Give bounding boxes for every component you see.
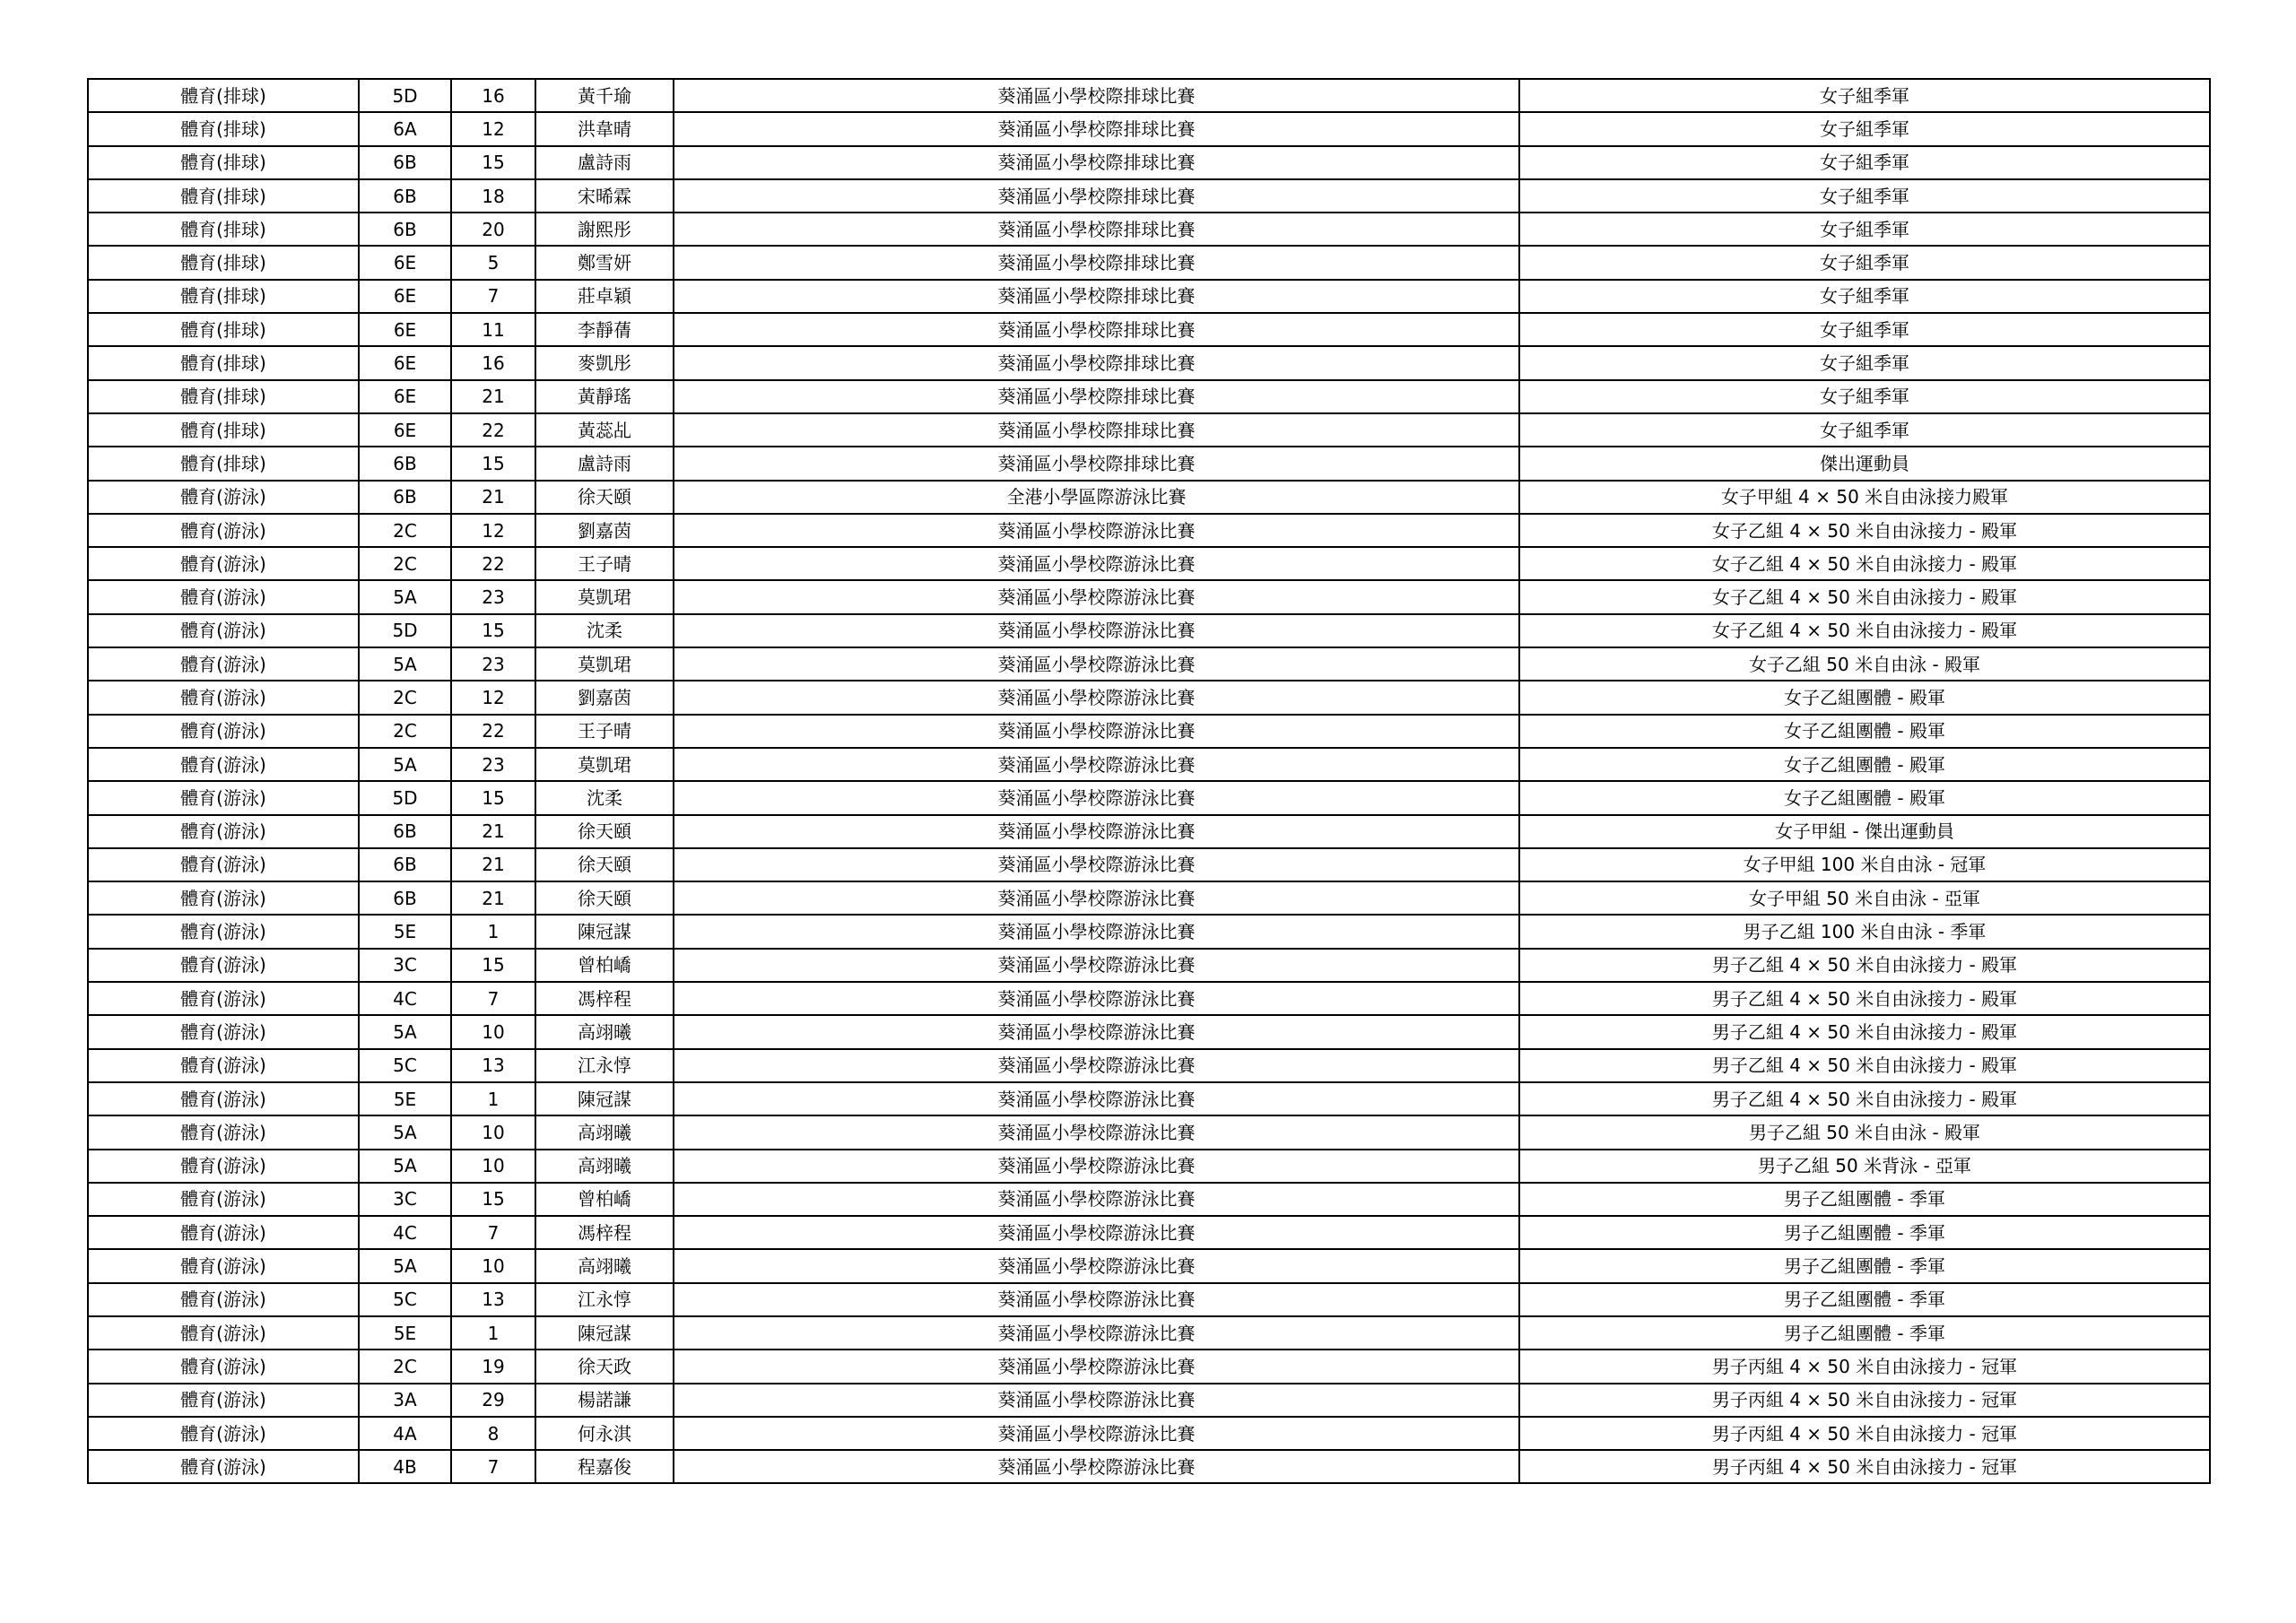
category-cell: 體育(游泳) [88,1350,359,1383]
class-cell: 6E [359,313,451,346]
student-number-cell: 10 [451,1150,535,1183]
student-name-cell: 陳冠謀 [535,1082,674,1115]
class-cell: 5D [359,614,451,647]
class-cell: 5E [359,1082,451,1115]
award-cell: 男子乙組團體 - 季軍 [1519,1283,2210,1316]
class-cell: 6E [359,280,451,313]
class-cell: 6B [359,213,451,246]
student-number-cell: 1 [451,1082,535,1115]
class-cell: 5A [359,647,451,681]
student-number-cell: 21 [451,881,535,915]
student-number-cell: 12 [451,514,535,547]
competition-cell: 葵涌區小學校際游泳比賽 [674,614,1519,647]
category-cell: 體育(排球) [88,79,359,112]
award-cell: 女子組季軍 [1519,179,2210,213]
award-cell: 女子甲組 100 米自由泳 - 冠軍 [1519,848,2210,881]
table-row [88,213,2210,246]
competition-cell: 葵涌區小學校際游泳比賽 [674,547,1519,580]
category-cell: 體育(游泳) [88,915,359,948]
table-row [88,1283,2210,1316]
student-number-cell: 10 [451,1015,535,1048]
student-number-cell: 22 [451,413,535,447]
student-number-cell: 20 [451,213,535,246]
class-cell: 6B [359,146,451,179]
student-name-cell: 黃千瑜 [535,79,674,112]
class-cell: 5C [359,1283,451,1316]
competition-cell: 葵涌區小學校際游泳比賽 [674,1015,1519,1048]
student-name-cell: 鄭雪妍 [535,246,674,279]
table-row [88,614,2210,647]
competition-cell: 葵涌區小學校際排球比賽 [674,246,1519,279]
award-cell: 女子甲組 - 傑出運動員 [1519,815,2210,848]
award-cell: 男子乙組 4 × 50 米自由泳接力 - 殿軍 [1519,982,2210,1015]
award-cell: 女子組季軍 [1519,346,2210,379]
table-row [88,1015,2210,1048]
award-cell: 男子丙組 4 × 50 米自由泳接力 - 冠軍 [1519,1350,2210,1383]
category-cell: 體育(游泳) [88,1150,359,1183]
student-number-cell: 15 [451,1183,535,1216]
student-number-cell: 22 [451,547,535,580]
table-row [88,781,2210,814]
competition-cell: 葵涌區小學校際游泳比賽 [674,1082,1519,1115]
award-cell: 女子組季軍 [1519,213,2210,246]
class-cell: 6B [359,481,451,514]
award-cell: 男子乙組 50 米自由泳 - 殿軍 [1519,1115,2210,1149]
student-name-cell: 王子晴 [535,547,674,580]
award-cell: 女子乙組團體 - 殿軍 [1519,715,2210,748]
student-number-cell: 7 [451,280,535,313]
award-cell: 男子乙組團體 - 季軍 [1519,1316,2210,1350]
competition-cell: 葵涌區小學校際游泳比賽 [674,1384,1519,1417]
category-cell: 體育(排球) [88,380,359,413]
class-cell: 4C [359,1216,451,1249]
class-cell: 2C [359,1350,451,1383]
award-cell: 女子組季軍 [1519,246,2210,279]
category-cell: 體育(排球) [88,313,359,346]
competition-cell: 葵涌區小學校際游泳比賽 [674,982,1519,1015]
competition-cell: 葵涌區小學校際游泳比賽 [674,848,1519,881]
class-cell: 6A [359,112,451,145]
student-number-cell: 7 [451,1216,535,1249]
table-row [88,313,2210,346]
competition-cell: 葵涌區小學校際游泳比賽 [674,514,1519,547]
student-name-cell: 盧詩雨 [535,447,674,480]
award-cell: 女子組季軍 [1519,280,2210,313]
category-cell: 體育(游泳) [88,949,359,982]
student-name-cell: 王子晴 [535,715,674,748]
student-name-cell: 莫凱珺 [535,647,674,681]
class-cell: 2C [359,514,451,547]
student-name-cell: 徐天頤 [535,815,674,848]
competition-cell: 葵涌區小學校際排球比賽 [674,79,1519,112]
student-number-cell: 29 [451,1384,535,1417]
class-cell: 5A [359,1015,451,1048]
table-row [88,79,2210,112]
award-cell: 女子乙組 4 × 50 米自由泳接力 - 殿軍 [1519,614,2210,647]
table-row [88,715,2210,748]
award-cell: 女子乙組團體 - 殿軍 [1519,681,2210,714]
competition-cell: 葵涌區小學校際排球比賽 [674,413,1519,447]
competition-cell: 葵涌區小學校際游泳比賽 [674,1450,1519,1483]
class-cell: 6B [359,848,451,881]
class-cell: 5D [359,79,451,112]
category-cell: 體育(游泳) [88,481,359,514]
student-number-cell: 12 [451,112,535,145]
award-cell: 男子乙組團體 - 季軍 [1519,1216,2210,1249]
student-name-cell: 謝熙彤 [535,213,674,246]
table-row [88,848,2210,881]
table-row [88,1115,2210,1149]
student-name-cell: 黃蕊乩 [535,413,674,447]
student-number-cell: 22 [451,715,535,748]
competition-cell: 葵涌區小學校際游泳比賽 [674,1417,1519,1450]
competition-cell: 葵涌區小學校際排球比賽 [674,213,1519,246]
category-cell: 體育(游泳) [88,748,359,781]
award-cell: 傑出運動員 [1519,447,2210,480]
student-number-cell: 16 [451,79,535,112]
table-row [88,1316,2210,1350]
class-cell: 5D [359,781,451,814]
student-number-cell: 15 [451,146,535,179]
class-cell: 6B [359,447,451,480]
class-cell: 4A [359,1417,451,1450]
table-row [88,179,2210,213]
category-cell: 體育(游泳) [88,781,359,814]
student-number-cell: 21 [451,481,535,514]
student-name-cell: 徐天頤 [535,481,674,514]
student-number-cell: 21 [451,380,535,413]
competition-cell: 葵涌區小學校際游泳比賽 [674,647,1519,681]
competition-cell: 葵涌區小學校際排球比賽 [674,380,1519,413]
award-cell: 男子乙組 4 × 50 米自由泳接力 - 殿軍 [1519,1015,2210,1048]
student-number-cell: 11 [451,313,535,346]
student-number-cell: 18 [451,179,535,213]
table-row [88,280,2210,313]
table-row [88,1417,2210,1450]
award-cell: 男子乙組 4 × 50 米自由泳接力 - 殿軍 [1519,1049,2210,1082]
category-cell: 體育(排球) [88,213,359,246]
award-cell: 男子乙組團體 - 季軍 [1519,1183,2210,1216]
student-name-cell: 莊卓穎 [535,280,674,313]
category-cell: 體育(游泳) [88,1450,359,1483]
award-cell: 男子乙組 4 × 50 米自由泳接力 - 殿軍 [1519,949,2210,982]
competition-cell: 葵涌區小學校際游泳比賽 [674,1249,1519,1282]
student-name-cell: 徐天頤 [535,848,674,881]
table-row [88,346,2210,379]
student-name-cell: 沈柔 [535,781,674,814]
table-row [88,413,2210,447]
class-cell: 4C [359,982,451,1015]
category-cell: 體育(游泳) [88,1082,359,1115]
competition-cell: 葵涌區小學校際排球比賽 [674,146,1519,179]
class-cell: 6B [359,881,451,915]
student-number-cell: 16 [451,346,535,379]
class-cell: 3A [359,1384,451,1417]
award-cell: 女子乙組團體 - 殿軍 [1519,748,2210,781]
table-row [88,514,2210,547]
student-name-cell: 高翊曦 [535,1150,674,1183]
award-cell: 女子乙組 50 米自由泳 - 殿軍 [1519,647,2210,681]
category-cell: 體育(排球) [88,280,359,313]
student-name-cell: 何永淇 [535,1417,674,1450]
student-number-cell: 12 [451,681,535,714]
competition-cell: 全港小學區際游泳比賽 [674,481,1519,514]
award-cell: 女子組季軍 [1519,146,2210,179]
category-cell: 體育(排球) [88,413,359,447]
table-row [88,1216,2210,1249]
class-cell: 5E [359,915,451,948]
student-name-cell: 宋晞霖 [535,179,674,213]
student-number-cell: 5 [451,246,535,279]
class-cell: 3C [359,1183,451,1216]
table-row [88,380,2210,413]
student-number-cell: 21 [451,848,535,881]
student-number-cell: 13 [451,1049,535,1082]
award-cell: 女子組季軍 [1519,413,2210,447]
table-row [88,1082,2210,1115]
award-cell: 女子乙組 4 × 50 米自由泳接力 - 殿軍 [1519,514,2210,547]
award-cell: 男子乙組 50 米背泳 - 亞軍 [1519,1150,2210,1183]
competition-cell: 葵涌區小學校際游泳比賽 [674,1150,1519,1183]
category-cell: 體育(游泳) [88,1384,359,1417]
student-name-cell: 馮梓程 [535,1216,674,1249]
student-name-cell: 盧詩雨 [535,146,674,179]
category-cell: 體育(游泳) [88,514,359,547]
table-row [88,447,2210,480]
student-number-cell: 23 [451,748,535,781]
class-cell: 6E [359,346,451,379]
student-number-cell: 1 [451,915,535,948]
table-row [88,1049,2210,1082]
student-name-cell: 曾柏嶠 [535,1183,674,1216]
award-cell: 女子組季軍 [1519,112,2210,145]
category-cell: 體育(排球) [88,112,359,145]
student-name-cell: 莫凱珺 [535,748,674,781]
award-cell: 女子組季軍 [1519,380,2210,413]
table-row [88,881,2210,915]
student-name-cell: 程嘉俊 [535,1450,674,1483]
table-row [88,1350,2210,1383]
class-cell: 5A [359,580,451,613]
competition-cell: 葵涌區小學校際排球比賽 [674,447,1519,480]
category-cell: 體育(游泳) [88,982,359,1015]
student-name-cell: 高翊曦 [535,1015,674,1048]
competition-cell: 葵涌區小學校際游泳比賽 [674,715,1519,748]
award-cell: 女子甲組 50 米自由泳 - 亞軍 [1519,881,2210,915]
competition-cell: 葵涌區小學校際游泳比賽 [674,1115,1519,1149]
class-cell: 5A [359,1249,451,1282]
table-row [88,1183,2210,1216]
award-cell: 男子乙組 4 × 50 米自由泳接力 - 殿軍 [1519,1082,2210,1115]
category-cell: 體育(排球) [88,447,359,480]
competition-cell: 葵涌區小學校際排球比賽 [674,179,1519,213]
awards-table-body [88,79,2210,1483]
category-cell: 體育(游泳) [88,1249,359,1282]
student-number-cell: 15 [451,949,535,982]
competition-cell: 葵涌區小學校際游泳比賽 [674,1183,1519,1216]
category-cell: 體育(游泳) [88,580,359,613]
category-cell: 體育(排球) [88,346,359,379]
student-number-cell: 13 [451,1283,535,1316]
student-name-cell: 馮梓程 [535,982,674,1015]
category-cell: 體育(游泳) [88,1115,359,1149]
award-cell: 女子乙組 4 × 50 米自由泳接力 - 殿軍 [1519,547,2210,580]
competition-cell: 葵涌區小學校際游泳比賽 [674,1216,1519,1249]
student-number-cell: 7 [451,982,535,1015]
award-cell: 男子乙組 100 米自由泳 - 季軍 [1519,915,2210,948]
category-cell: 體育(游泳) [88,815,359,848]
student-name-cell: 洪韋晴 [535,112,674,145]
table-row [88,1249,2210,1282]
class-cell: 5E [359,1316,451,1350]
student-name-cell: 劉嘉茵 [535,681,674,714]
competition-cell: 葵涌區小學校際游泳比賽 [674,915,1519,948]
competition-cell: 葵涌區小學校際游泳比賽 [674,681,1519,714]
competition-cell: 葵涌區小學校際游泳比賽 [674,815,1519,848]
category-cell: 體育(游泳) [88,1283,359,1316]
student-name-cell: 江永惇 [535,1283,674,1316]
student-name-cell: 陳冠謀 [535,1316,674,1350]
student-number-cell: 19 [451,1350,535,1383]
award-cell: 女子乙組 4 × 50 米自由泳接力 - 殿軍 [1519,580,2210,613]
competition-cell: 葵涌區小學校際游泳比賽 [674,781,1519,814]
class-cell: 2C [359,681,451,714]
table-row [88,1384,2210,1417]
competition-cell: 葵涌區小學校際游泳比賽 [674,1316,1519,1350]
table-row [88,547,2210,580]
category-cell: 體育(游泳) [88,681,359,714]
student-name-cell: 徐天政 [535,1350,674,1383]
table-row [88,481,2210,514]
competition-cell: 葵涌區小學校際游泳比賽 [674,949,1519,982]
award-cell: 男子乙組團體 - 季軍 [1519,1249,2210,1282]
category-cell: 體育(游泳) [88,715,359,748]
award-cell: 男子丙組 4 × 50 米自由泳接力 - 冠軍 [1519,1450,2210,1483]
table-row [88,815,2210,848]
class-cell: 5A [359,748,451,781]
table-row [88,1450,2210,1483]
award-cell: 男子丙組 4 × 50 米自由泳接力 - 冠軍 [1519,1384,2210,1417]
class-cell: 4B [359,1450,451,1483]
award-cell: 女子甲組 4 × 50 米自由泳接力殿軍 [1519,481,2210,514]
class-cell: 6E [359,246,451,279]
category-cell: 體育(游泳) [88,881,359,915]
competition-cell: 葵涌區小學校際游泳比賽 [674,1283,1519,1316]
student-number-cell: 10 [451,1249,535,1282]
competition-cell: 葵涌區小學校際游泳比賽 [674,1049,1519,1082]
student-name-cell: 沈柔 [535,614,674,647]
competition-cell: 葵涌區小學校際排球比賽 [674,346,1519,379]
student-number-cell: 10 [451,1115,535,1149]
student-name-cell: 高翊曦 [535,1249,674,1282]
competition-cell: 葵涌區小學校際排球比賽 [674,313,1519,346]
category-cell: 體育(游泳) [88,614,359,647]
table-row [88,1150,2210,1183]
student-number-cell: 7 [451,1450,535,1483]
category-cell: 體育(排球) [88,246,359,279]
table-row [88,949,2210,982]
class-cell: 3C [359,949,451,982]
category-cell: 體育(游泳) [88,1015,359,1048]
student-name-cell: 楊諾謙 [535,1384,674,1417]
student-number-cell: 15 [451,614,535,647]
student-name-cell: 徐天頤 [535,881,674,915]
class-cell: 6B [359,815,451,848]
student-number-cell: 1 [451,1316,535,1350]
award-cell: 女子組季軍 [1519,313,2210,346]
student-name-cell: 高翊曦 [535,1115,674,1149]
class-cell: 2C [359,715,451,748]
student-number-cell: 21 [451,815,535,848]
table-row [88,246,2210,279]
class-cell: 2C [359,547,451,580]
student-name-cell: 李靜蒨 [535,313,674,346]
student-name-cell: 江永惇 [535,1049,674,1082]
category-cell: 體育(游泳) [88,1417,359,1450]
student-name-cell: 曾柏嶠 [535,949,674,982]
category-cell: 體育(游泳) [88,1049,359,1082]
category-cell: 體育(游泳) [88,1216,359,1249]
student-number-cell: 15 [451,781,535,814]
class-cell: 6B [359,179,451,213]
class-cell: 6E [359,413,451,447]
table-row [88,915,2210,948]
category-cell: 體育(游泳) [88,547,359,580]
award-cell: 男子丙組 4 × 50 米自由泳接力 - 冠軍 [1519,1417,2210,1450]
competition-cell: 葵涌區小學校際游泳比賽 [674,1350,1519,1383]
table-row [88,112,2210,145]
category-cell: 體育(游泳) [88,647,359,681]
student-number-cell: 23 [451,647,535,681]
student-name-cell: 麥凱彤 [535,346,674,379]
competition-cell: 葵涌區小學校際游泳比賽 [674,580,1519,613]
award-cell: 女子組季軍 [1519,79,2210,112]
class-cell: 6E [359,380,451,413]
class-cell: 5C [359,1049,451,1082]
category-cell: 體育(游泳) [88,1316,359,1350]
award-cell: 女子乙組團體 - 殿軍 [1519,781,2210,814]
competition-cell: 葵涌區小學校際游泳比賽 [674,881,1519,915]
table-row [88,748,2210,781]
awards-table [87,78,2211,1484]
table-row [88,146,2210,179]
student-name-cell: 陳冠謀 [535,915,674,948]
student-number-cell: 8 [451,1417,535,1450]
category-cell: 體育(排球) [88,179,359,213]
competition-cell: 葵涌區小學校際排球比賽 [674,280,1519,313]
student-number-cell: 23 [451,580,535,613]
category-cell: 體育(游泳) [88,848,359,881]
class-cell: 5A [359,1115,451,1149]
category-cell: 體育(游泳) [88,1183,359,1216]
table-row [88,647,2210,681]
table-row [88,681,2210,714]
category-cell: 體育(排球) [88,146,359,179]
table-row [88,580,2210,613]
student-name-cell: 莫凱珺 [535,580,674,613]
student-number-cell: 15 [451,447,535,480]
student-name-cell: 劉嘉茵 [535,514,674,547]
class-cell: 5A [359,1150,451,1183]
student-name-cell: 黃靜瑤 [535,380,674,413]
competition-cell: 葵涌區小學校際排球比賽 [674,112,1519,145]
competition-cell: 葵涌區小學校際游泳比賽 [674,748,1519,781]
table-row [88,982,2210,1015]
